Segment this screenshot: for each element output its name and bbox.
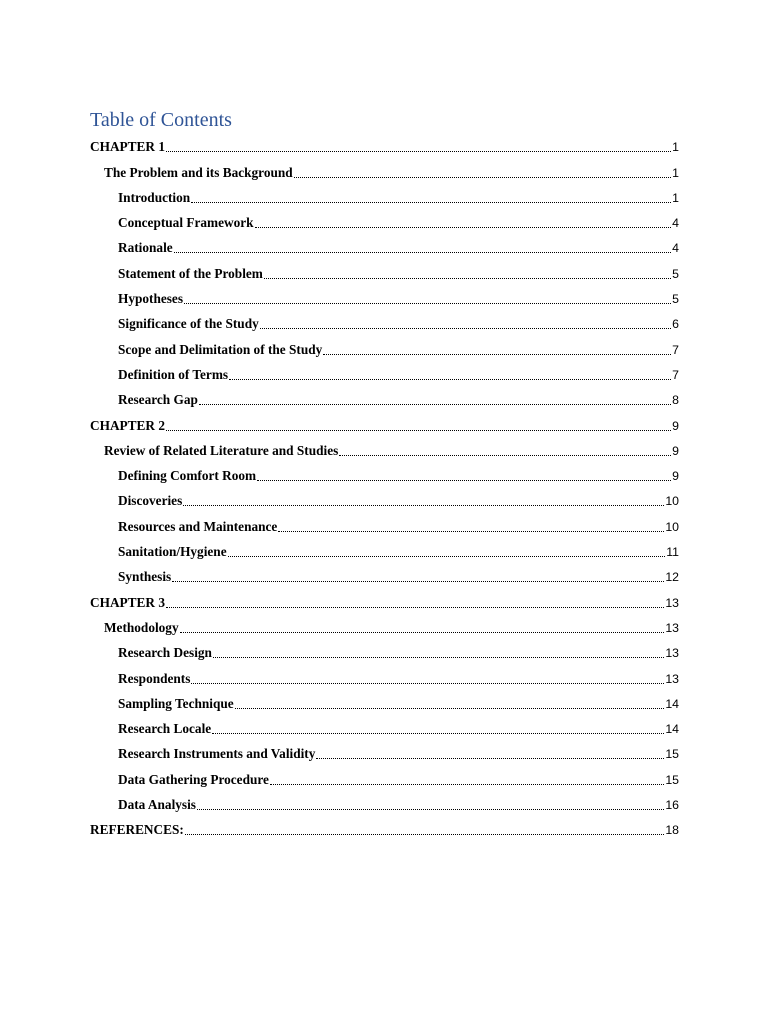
- toc-entry-page-number: 6: [672, 317, 679, 332]
- toc-entry-title: Statement of the Problem: [118, 265, 263, 281]
- toc-entry-title: Scope and Delimitation of the Study: [118, 341, 323, 357]
- toc-entry[interactable]: [90, 536, 679, 561]
- dot-leader: [184, 303, 671, 304]
- toc-entry-title: Definition of Terms: [118, 366, 229, 382]
- toc-entry[interactable]: [90, 460, 679, 485]
- toc-entry-page-number: 1: [672, 140, 679, 155]
- toc-entry-title: Research Instruments and Validity: [118, 746, 316, 762]
- dot-leader: [185, 834, 664, 835]
- toc-entry-page-number: 13: [665, 646, 679, 661]
- dot-leader: [191, 683, 664, 684]
- toc-entry-page-number: 12: [665, 570, 679, 585]
- dot-leader: [323, 354, 671, 355]
- toc-entry-page-number: 15: [665, 772, 679, 787]
- dot-leader: [264, 278, 671, 279]
- toc-entry-page-number: 9: [672, 418, 679, 433]
- dot-leader: [199, 404, 671, 405]
- toc-entry-title: Research Design: [118, 645, 212, 661]
- toc-entry[interactable]: [90, 612, 679, 637]
- toc-entry-title: Research Locale: [118, 721, 212, 737]
- toc-entry[interactable]: [90, 232, 679, 257]
- dot-leader: [172, 581, 664, 582]
- toc-entry-title: Data Gathering Procedure: [118, 771, 269, 787]
- toc-entry-title: Introduction: [118, 189, 191, 205]
- toc-list: [90, 131, 679, 839]
- toc-entry-page-number: 11: [666, 545, 679, 560]
- toc-entry[interactable]: [90, 156, 679, 181]
- dot-leader: [316, 758, 664, 759]
- toc-entry-title: CHAPTER 3: [90, 594, 165, 610]
- toc-entry-title: Discoveries: [118, 493, 183, 509]
- toc-entry-page-number: 1: [672, 190, 679, 205]
- toc-entry-page-number: 5: [672, 292, 679, 307]
- toc-entry-page-number: 15: [665, 747, 679, 762]
- toc-entry-page-number: 4: [672, 216, 679, 231]
- toc-entry[interactable]: [90, 283, 679, 308]
- toc-entry[interactable]: [90, 409, 679, 434]
- toc-entry-page-number: 8: [672, 393, 679, 408]
- dot-leader: [339, 455, 671, 456]
- toc-entry-page-number: 9: [672, 469, 679, 484]
- toc-entry-page-number: 5: [672, 266, 679, 281]
- toc-entry[interactable]: [90, 688, 679, 713]
- dot-leader: [166, 607, 664, 608]
- toc-entry-page-number: 13: [665, 620, 679, 635]
- toc-entry[interactable]: [90, 308, 679, 333]
- toc-entry[interactable]: [90, 257, 679, 282]
- dot-leader: [260, 328, 671, 329]
- toc-entry-title: Sampling Technique: [118, 695, 234, 711]
- toc-entry[interactable]: [90, 182, 679, 207]
- dot-leader: [213, 657, 664, 658]
- toc-entry-title: Conceptual Framework: [118, 215, 254, 231]
- toc-entry-page-number: 9: [672, 443, 679, 458]
- toc-entry-title: Resources and Maintenance: [118, 518, 278, 534]
- dot-leader: [183, 505, 664, 506]
- toc-entry[interactable]: [90, 586, 679, 611]
- toc-entry[interactable]: [90, 131, 679, 156]
- toc-entry[interactable]: [90, 662, 679, 687]
- toc-entry-page-number: 13: [665, 671, 679, 686]
- toc-entry[interactable]: [90, 637, 679, 662]
- toc-entry-title: CHAPTER 1: [90, 139, 165, 155]
- toc-entry-title: Methodology: [104, 619, 179, 635]
- toc-entry-page-number: 16: [665, 798, 679, 813]
- toc-entry-title: Data Analysis: [118, 797, 196, 813]
- toc-entry-title: Defining Comfort Room: [118, 468, 257, 484]
- toc-entry-page-number: 13: [665, 595, 679, 610]
- dot-leader: [255, 227, 672, 228]
- toc-entry-title: Rationale: [118, 240, 173, 256]
- dot-leader: [166, 430, 671, 431]
- toc-entry[interactable]: [90, 789, 679, 814]
- toc-entry[interactable]: [90, 384, 679, 409]
- toc-entry[interactable]: [90, 359, 679, 384]
- dot-leader: [229, 379, 671, 380]
- dot-leader: [197, 809, 664, 810]
- toc-entry-title: Research Gap: [118, 392, 198, 408]
- toc-entry-title: Review of Related Literature and Studies: [104, 442, 339, 458]
- toc-entry[interactable]: [90, 738, 679, 763]
- toc-entry-page-number: 4: [672, 241, 679, 256]
- dot-leader: [212, 733, 664, 734]
- dot-leader: [191, 202, 671, 203]
- toc-heading: Table of Contents: [90, 109, 232, 131]
- toc-entry-page-number: 14: [665, 696, 679, 711]
- toc-entry-title: Synthesis: [118, 569, 172, 585]
- toc-entry[interactable]: [90, 561, 679, 586]
- dot-leader: [228, 556, 666, 557]
- toc-entry-page-number: 1: [672, 165, 679, 180]
- toc-entry-page-number: 7: [672, 367, 679, 382]
- toc-entry[interactable]: [90, 207, 679, 232]
- toc-entry[interactable]: [90, 713, 679, 738]
- toc-entry-title: CHAPTER 2: [90, 417, 165, 433]
- toc-entry[interactable]: [90, 763, 679, 788]
- toc-entry-title: Significance of the Study: [118, 316, 259, 332]
- toc-entry-title: Respondents: [118, 670, 191, 686]
- toc-entry-page-number: 14: [665, 722, 679, 737]
- toc-entry-title: REFERENCES:: [90, 822, 184, 838]
- toc-entry-title: The Problem and its Background: [104, 164, 293, 180]
- dot-leader: [257, 480, 671, 481]
- toc-entry[interactable]: [90, 485, 679, 510]
- toc-entry-title: Sanitation/Hygiene: [118, 544, 227, 560]
- dot-leader: [180, 632, 665, 633]
- toc-entry[interactable]: [90, 333, 679, 358]
- toc-entry[interactable]: [90, 814, 679, 839]
- dot-leader: [294, 177, 672, 178]
- dot-leader: [174, 252, 671, 253]
- dot-leader: [166, 151, 671, 152]
- dot-leader: [235, 708, 665, 709]
- toc-entry-page-number: 18: [665, 823, 679, 838]
- toc-entry-page-number: 10: [665, 494, 679, 509]
- toc-entry-title: Hypotheses: [118, 291, 184, 307]
- dot-leader: [270, 784, 664, 785]
- toc-entry-page-number: 10: [665, 519, 679, 534]
- toc-entry-page-number: 7: [672, 342, 679, 357]
- dot-leader: [278, 531, 664, 532]
- toc-entry[interactable]: [90, 435, 679, 460]
- toc-entry[interactable]: [90, 510, 679, 535]
